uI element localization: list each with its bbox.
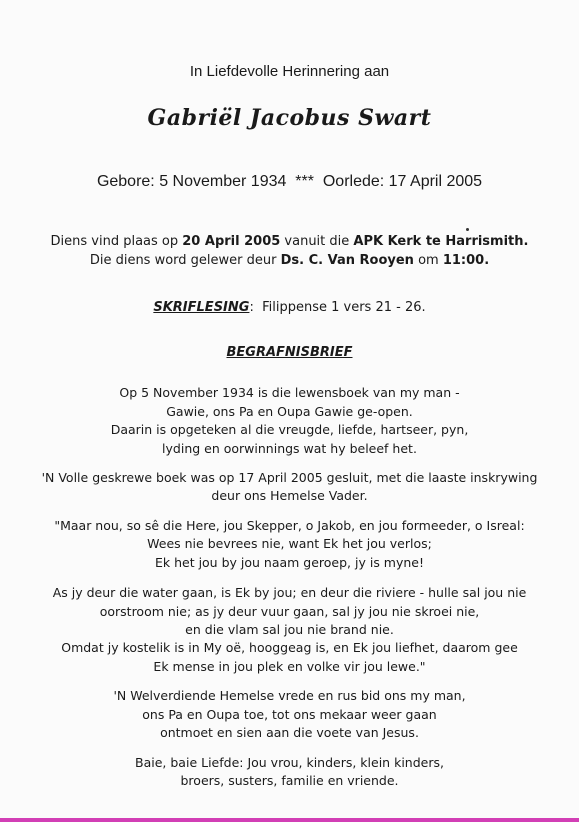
text-line: Wees nie bevrees nie, want Ek het jou verlos; — [147, 536, 432, 551]
scan-speck — [466, 228, 469, 231]
text-line: oorstroom nie; as jy deur vuur gaan, sal jy jou nie skroei nie, — [99, 604, 480, 619]
text-line: Omdat jy kostelik is in My oë, hooggeag is, en Ek jou liefhet, daarom gee — [61, 640, 518, 655]
birth-death-dates: Gebore: 5 November 1934 *** Oorlede: 17 April 2005 — [96, 173, 483, 190]
section-heading: BEGRAFNISBRIEF — [226, 345, 353, 360]
service-line-1 — [0, 234, 579, 249]
scripture-text: Filippense 1 vers 21 - 26. — [262, 300, 426, 315]
intro-text: In Liefdevolle Herinnering aan — [189, 63, 390, 80]
deceased-name: Gabriël Jacobus Swart — [147, 105, 432, 131]
service-text: vanuit die — [280, 234, 354, 249]
text-line: lyding en oorwinnings wat hy beleef het. — [162, 441, 417, 456]
text-line: 'N Welverdiende Hemelse vrede en rus bid ons my man, — [113, 688, 466, 703]
text-line: broers, susters, familie en vriende. — [180, 773, 399, 788]
service-text: om — [413, 253, 443, 268]
text-line: Daarin is opgeteken al die vreugde, liefde, hartseer, pyn, — [110, 422, 469, 437]
minister-name: Ds. C. Van Rooyen — [280, 253, 414, 268]
service-venue: APK Kerk te Harrismith. — [353, 234, 529, 249]
service-text: Diens vind plaas op — [50, 234, 183, 249]
service-text: Die diens word gelewer deur — [89, 253, 281, 268]
text-line: "Maar nou, so sê die Here, jou Skepper, o Jakob, en jou formeeder, o Isreal: — [54, 518, 525, 533]
service-date: 20 April 2005 — [182, 234, 281, 249]
text-line: Ek mense in jou plek en volke vir jou lewe." — [153, 659, 426, 674]
text-line: deur ons Hemelse Vader. — [211, 488, 368, 503]
text-line: Op 5 November 1934 is die lewensboek van my man - — [119, 385, 460, 400]
scripture-colon: : — [249, 300, 263, 315]
text-line: ons Pa en Oupa toe, tot ons mekaar weer gaan — [142, 707, 437, 722]
scripture-label: SKRIFLESING — [153, 300, 250, 315]
text-line: ontmoet en sien aan die voete van Jesus. — [160, 725, 419, 740]
scripture-reading — [0, 300, 579, 315]
text-line: Ek het jou by jou naam geroep, jy is myne! — [154, 555, 425, 570]
text-line: Gawie, ons Pa en Oupa Gawie ge-open. — [166, 404, 413, 419]
text-line: Baie, baie Liefde: Jou vrou, kinders, klein kinders, — [135, 755, 444, 770]
service-time: 11:00. — [442, 253, 490, 268]
text-line: en die vlam sal jou nie brand nie. — [185, 622, 394, 637]
text-line: As jy deur die water gaan, is Ek by jou; en deur die riviere - hulle sal jou nie — [52, 585, 527, 600]
bottom-border — [0, 818, 579, 822]
service-line-2 — [0, 253, 579, 268]
text-line: 'N Volle geskrewe boek was op 17 April 2005 gesluit, met die laaste inskrywing — [41, 470, 538, 485]
